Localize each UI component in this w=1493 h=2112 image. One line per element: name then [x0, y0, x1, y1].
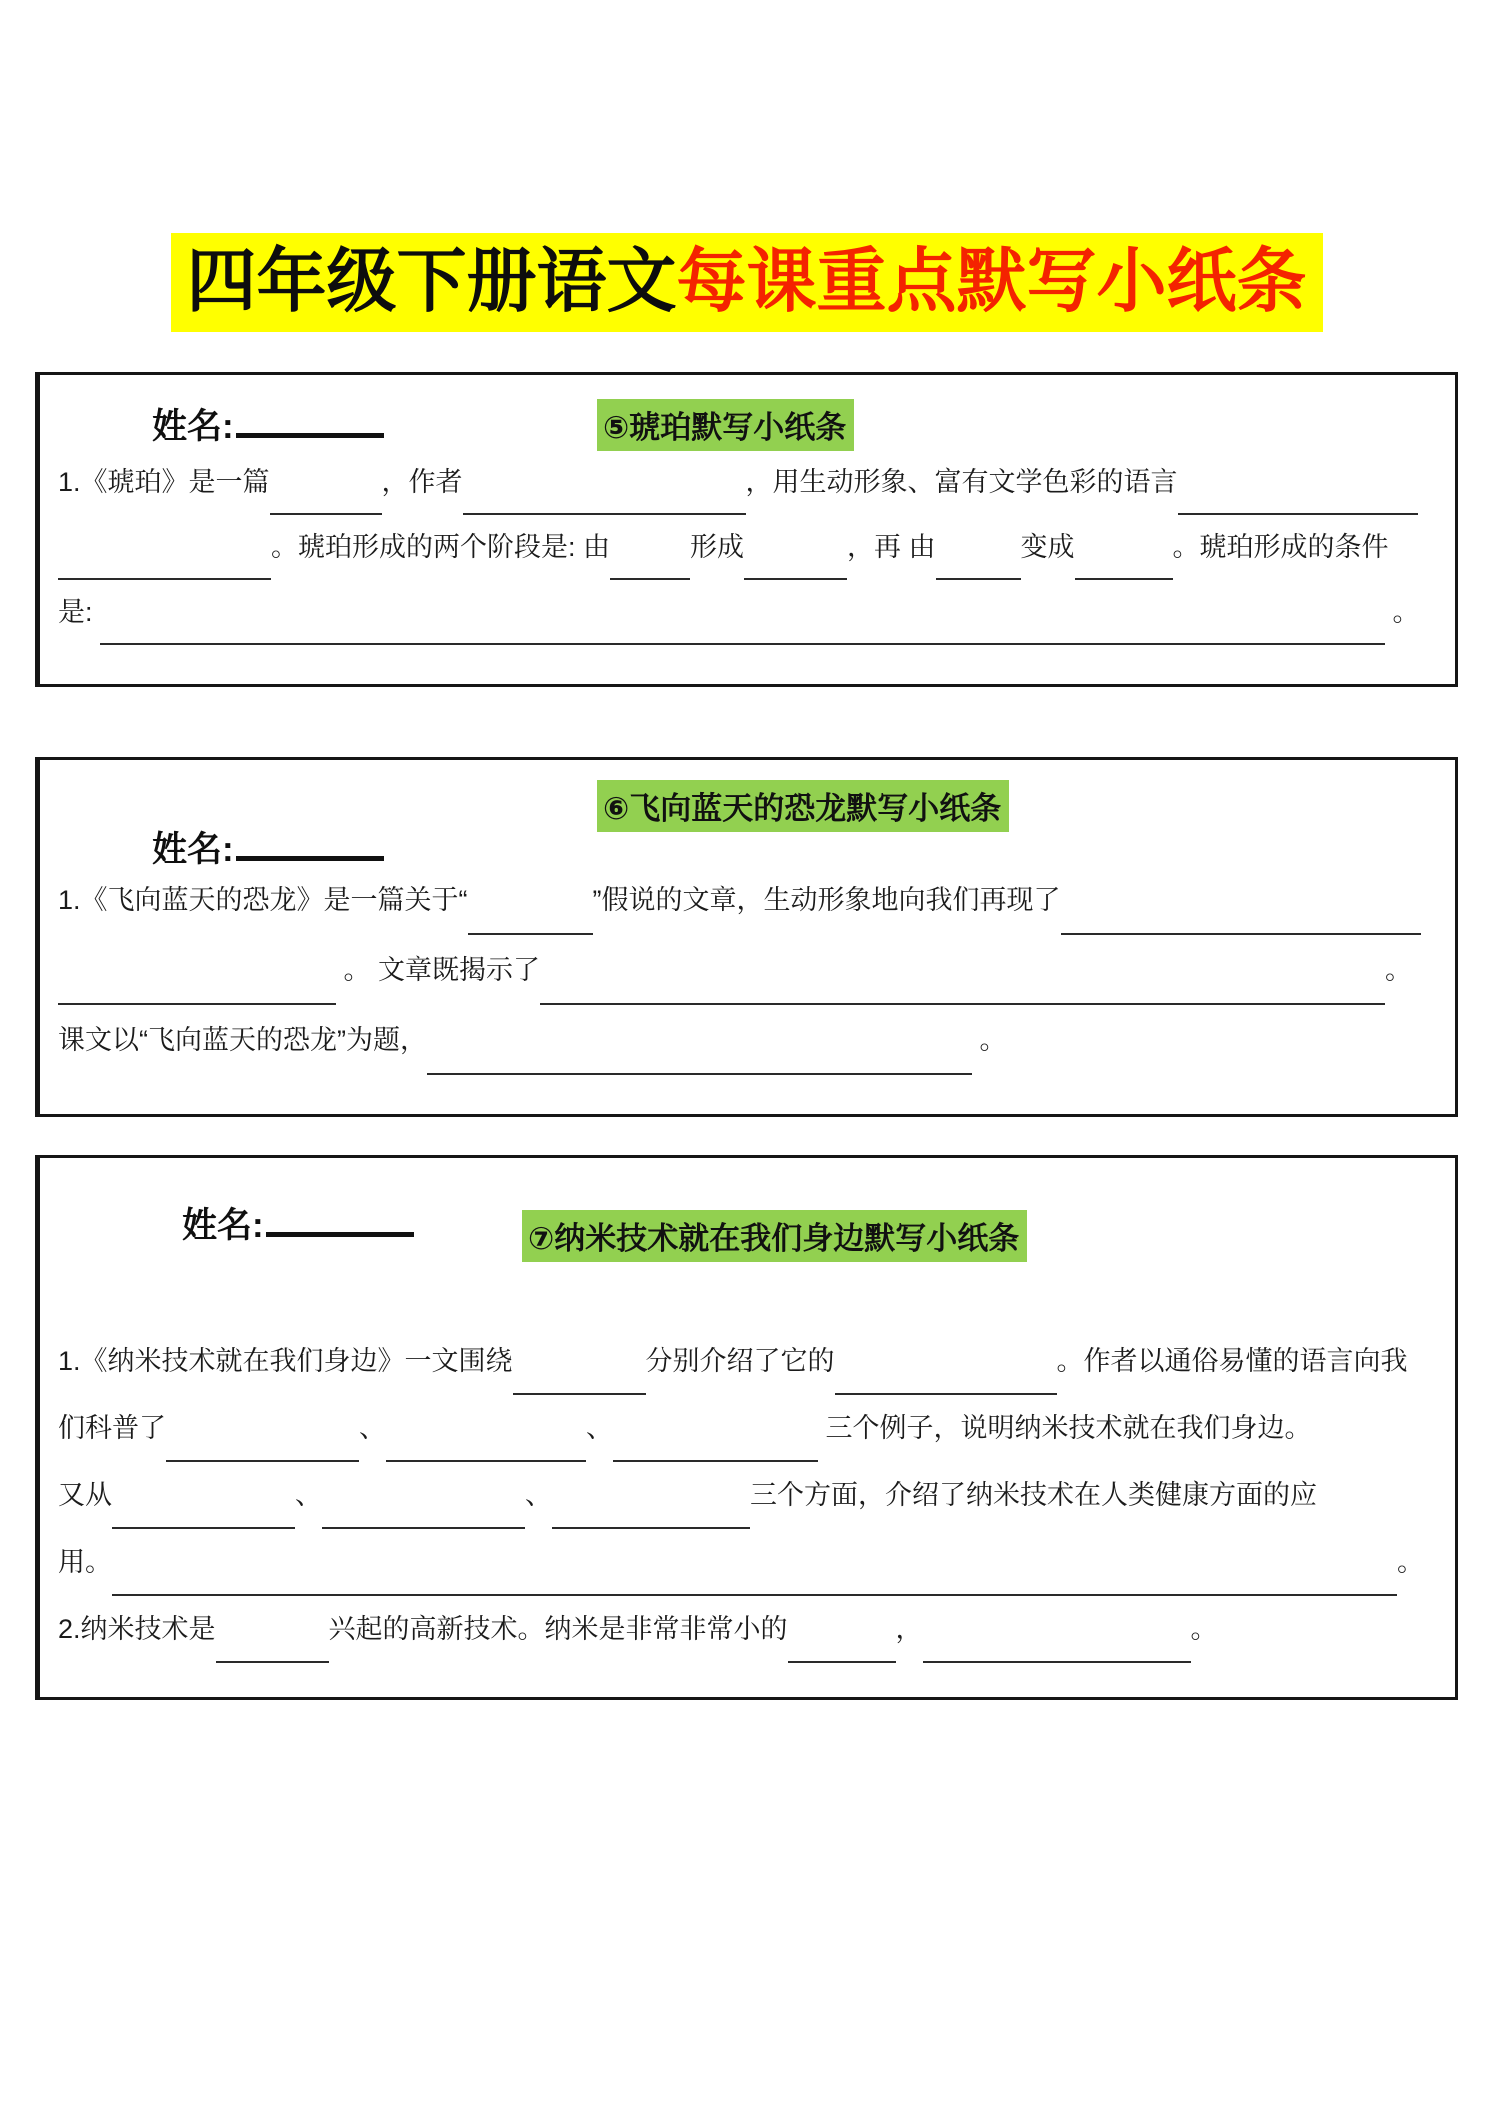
name-label: 姓名: — [152, 407, 234, 446]
page-title-red: 每课重点默写小纸条 — [676, 242, 1307, 320]
fill-blank — [1178, 489, 1418, 515]
text-segment: 1.《纳米技术就在我们身边》一文围绕 — [58, 1346, 513, 1376]
fill-blank — [216, 1637, 329, 1663]
text-segment: 、 — [359, 1413, 386, 1443]
page-title-black: 四年级下册语文 — [186, 242, 677, 320]
text-segment: 1.《琥珀》是一篇 — [58, 467, 270, 497]
fill-blank — [788, 1637, 896, 1663]
text-segment: 三个方面，介绍了纳米技术在人类健康方面的应 — [750, 1480, 1317, 1510]
fill-blank — [322, 1503, 525, 1529]
worksheet-box-amber — [35, 372, 1458, 687]
text-line — [58, 1529, 1439, 1596]
text-segment: ，再 由 — [847, 532, 936, 562]
text-segment: 形成 — [690, 532, 745, 562]
text-segment: 。 — [1385, 955, 1413, 985]
fill-blank — [1061, 909, 1421, 935]
fill-blank — [923, 1637, 1191, 1663]
name-field — [152, 822, 384, 872]
fill-blank — [468, 909, 593, 935]
text-segment: 又从 — [58, 1480, 112, 1510]
fill-blank — [463, 489, 746, 515]
text-segment: 课文以“飞向蓝天的恐龙”为题， — [58, 1025, 427, 1055]
fill-blank — [58, 979, 336, 1005]
text-line — [58, 865, 1439, 935]
fill-blank — [58, 554, 271, 580]
text-segment: 、 — [525, 1480, 552, 1510]
text-segment: 1.《飞向蓝天的恐龙》是一篇关于“ — [58, 885, 468, 915]
text-segment: 是: — [58, 597, 101, 627]
text-line — [58, 1005, 1439, 1075]
text-segment: 们科普了 — [58, 1413, 166, 1443]
fill-blank — [100, 619, 1385, 645]
text-segment: 2.纳米技术是 — [58, 1614, 216, 1644]
text-segment: 分别介绍了它的 — [645, 1346, 835, 1376]
worksheet-box-dinosaur — [35, 757, 1458, 1117]
text-segment: 。作者以通俗易懂的语言向我 — [1056, 1346, 1408, 1376]
text-segment: ， — [895, 1614, 923, 1644]
fill-blank — [936, 554, 1021, 580]
text-line — [58, 450, 1439, 515]
name-field — [152, 399, 384, 449]
text-segment: ，作者 — [381, 467, 463, 497]
text-segment: 。 — [1190, 1614, 1218, 1644]
page-title — [171, 233, 1323, 332]
section-title-nano: ⑦纳米技术就在我们身边默写小纸条 — [522, 1210, 1027, 1262]
text-line — [58, 1328, 1439, 1395]
text-segment: 。 — [971, 1025, 1007, 1055]
text-segment: ”假说的文章，生动形象地向我们再现了 — [592, 885, 1061, 915]
text-line — [58, 935, 1439, 1005]
fill-blank — [270, 489, 382, 515]
section-title-amber: ⑤琥珀默写小纸条 — [597, 399, 854, 451]
fill-blank — [835, 1369, 1057, 1395]
text-segment: 变成 — [1020, 532, 1075, 562]
fill-blank — [513, 1369, 646, 1395]
fill-blank — [112, 1503, 295, 1529]
name-label: 姓名: — [152, 830, 234, 869]
text-segment: 、 — [295, 1480, 322, 1510]
fill-blank — [613, 1436, 818, 1462]
name-underline — [236, 408, 384, 438]
text-segment: 用。 — [58, 1547, 112, 1577]
fill-blank — [1075, 554, 1173, 580]
text-line — [58, 515, 1439, 580]
text-segment: 、 — [586, 1413, 613, 1443]
text-line — [58, 1596, 1439, 1663]
worksheet-box-nano — [35, 1155, 1458, 1700]
fill-blank — [540, 979, 1385, 1005]
text-segment: 。琥珀形成的条件 — [1172, 532, 1389, 562]
text-segment: ，用生动形象、富有文学色彩的语言 — [745, 467, 1178, 497]
fill-blank — [552, 1503, 750, 1529]
fill-blank — [427, 1049, 972, 1075]
text-line — [58, 1462, 1439, 1529]
name-label: 姓名: — [182, 1206, 264, 1245]
name-underline — [266, 1207, 414, 1237]
fill-blank — [112, 1570, 1397, 1596]
text-segment: 三个例子，说明纳米技术就在我们身边。 — [818, 1413, 1312, 1443]
fill-blank — [744, 554, 847, 580]
text-segment: 兴起的高新技术。纳米是非常非常小的 — [328, 1614, 788, 1644]
text-segment: 。 — [1397, 1547, 1424, 1577]
section-title-dinosaur: ⑥飞向蓝天的恐龙默写小纸条 — [597, 780, 1009, 832]
text-line — [58, 1395, 1439, 1462]
fill-blank — [386, 1436, 586, 1462]
fill-blank — [166, 1436, 359, 1462]
name-underline — [236, 831, 384, 861]
text-segment: 。琥珀形成的两个阶段是: 由 — [271, 532, 611, 562]
fill-blank — [610, 554, 690, 580]
name-field — [182, 1198, 414, 1248]
text-segment: 。 — [1385, 597, 1420, 627]
text-line — [58, 580, 1439, 645]
text-segment: 。 文章既揭示了 — [336, 955, 541, 985]
